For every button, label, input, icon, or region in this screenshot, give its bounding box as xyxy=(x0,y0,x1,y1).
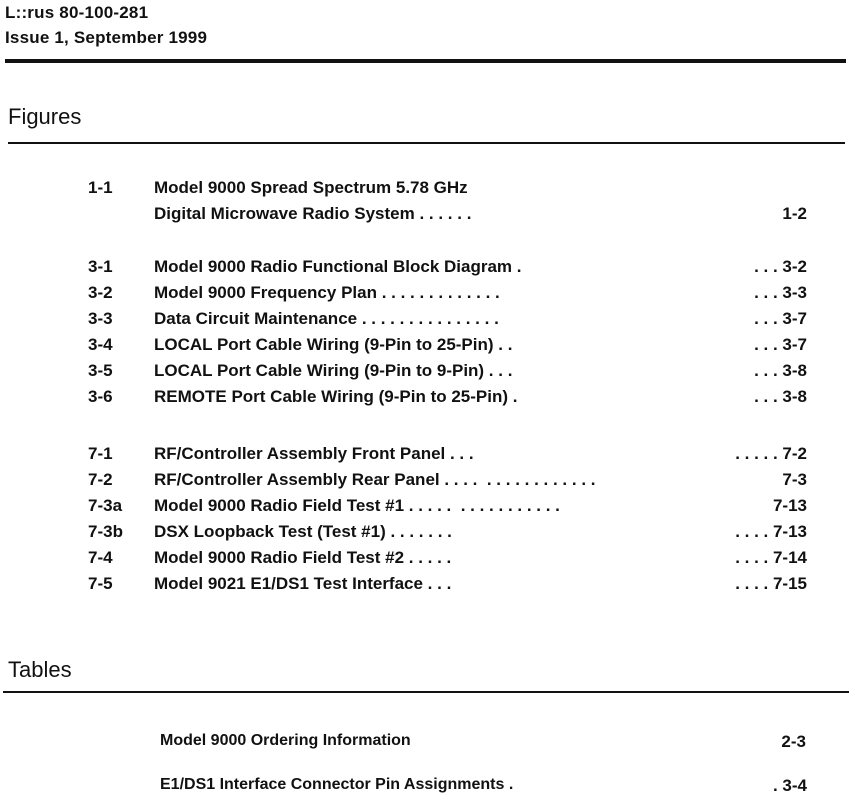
figure-title: REMOTE Port Cable Wiring (9-Pin to 25-Pin) . xyxy=(154,387,518,406)
figures-heading: Figures xyxy=(8,104,82,129)
figure-title: Model 9000 Radio Functional Block Diagram . xyxy=(154,257,522,276)
document-number: L::rus 80-100-281 xyxy=(5,3,149,22)
figure-page: 7-3 xyxy=(782,470,807,489)
figure-number: 7-3a xyxy=(88,496,123,515)
figure-title: RF/Controller Assembly Front Panel . . . xyxy=(154,444,474,463)
figure-title-line2: Digital Microwave Radio System . . . . . . xyxy=(154,204,472,223)
figure-number: 7-5 xyxy=(88,574,113,593)
figure-page: . . . 3-8 xyxy=(754,387,807,406)
figure-number: 3-2 xyxy=(88,283,113,302)
figure-title: Data Circuit Maintenance . . . . . . . . . . . . . . . xyxy=(154,309,499,328)
header-divider xyxy=(5,59,846,63)
figure-number: 7-2 xyxy=(88,470,113,489)
table-page: . 3-4 xyxy=(772,776,807,795)
table-title: Model 9000 Ordering Information xyxy=(160,732,411,749)
figure-page: . . . 3-8 xyxy=(754,361,807,380)
figure-page: . . . 3-3 xyxy=(754,283,807,302)
figures-divider xyxy=(8,142,845,144)
figure-page: . . . 3-7 xyxy=(754,309,807,328)
table-page: 2-3 xyxy=(781,732,806,751)
figure-title: RF/Controller Assembly Rear Panel . . . . . . . . . . . . . . . . xyxy=(154,470,596,489)
figure-number: 7-3b xyxy=(88,522,123,541)
figure-title: LOCAL Port Cable Wiring (9-Pin to 25-Pin) . . xyxy=(154,335,513,354)
issue-date: Issue 1, September 1999 xyxy=(5,28,208,47)
figure-number: 3-1 xyxy=(88,257,113,276)
figure-page: . . . 3-7 xyxy=(754,335,807,354)
figure-page: . . . . . 7-2 xyxy=(735,444,807,463)
figure-title: Model 9021 E1/DS1 Test Interface . . . xyxy=(154,574,452,593)
figure-page: . . . . 7-15 xyxy=(735,574,807,593)
figure-number: 1-1 xyxy=(88,178,113,197)
figure-title: Model 9000 Radio Field Test #2 . . . . . xyxy=(154,548,452,567)
figure-title: Model 9000 Radio Field Test #1 . . . . . . . . . . . . . . . . xyxy=(154,496,560,515)
figure-page: . . . . 7-13 xyxy=(735,522,807,541)
figure-title: LOCAL Port Cable Wiring (9-Pin to 9-Pin) . . . xyxy=(154,361,513,380)
tables-heading: Tables xyxy=(8,657,72,682)
figure-number: 3-3 xyxy=(88,309,113,328)
figure-number: 3-5 xyxy=(88,361,113,380)
figure-title: Model 9000 Frequency Plan . . . . . . . . . . . . . xyxy=(154,283,500,302)
figure-number: 7-1 xyxy=(88,444,113,463)
figure-page: 1-2 xyxy=(782,204,807,223)
figure-title-line1: Model 9000 Spread Spectrum 5.78 GHz xyxy=(154,178,468,197)
figure-number: 3-6 xyxy=(88,387,113,406)
figure-page: 7-13 xyxy=(772,496,807,515)
figure-number: 7-4 xyxy=(88,548,113,567)
figure-number: 3-4 xyxy=(88,335,113,354)
table-title: E1/DS1 Interface Connector Pin Assignments . xyxy=(160,776,514,793)
figure-page: . . . . 7-14 xyxy=(735,548,807,567)
figure-title: DSX Loopback Test (Test #1) . . . . . . . xyxy=(154,522,452,541)
figure-page: . . . 3-2 xyxy=(754,257,807,276)
tables-divider xyxy=(3,691,849,693)
